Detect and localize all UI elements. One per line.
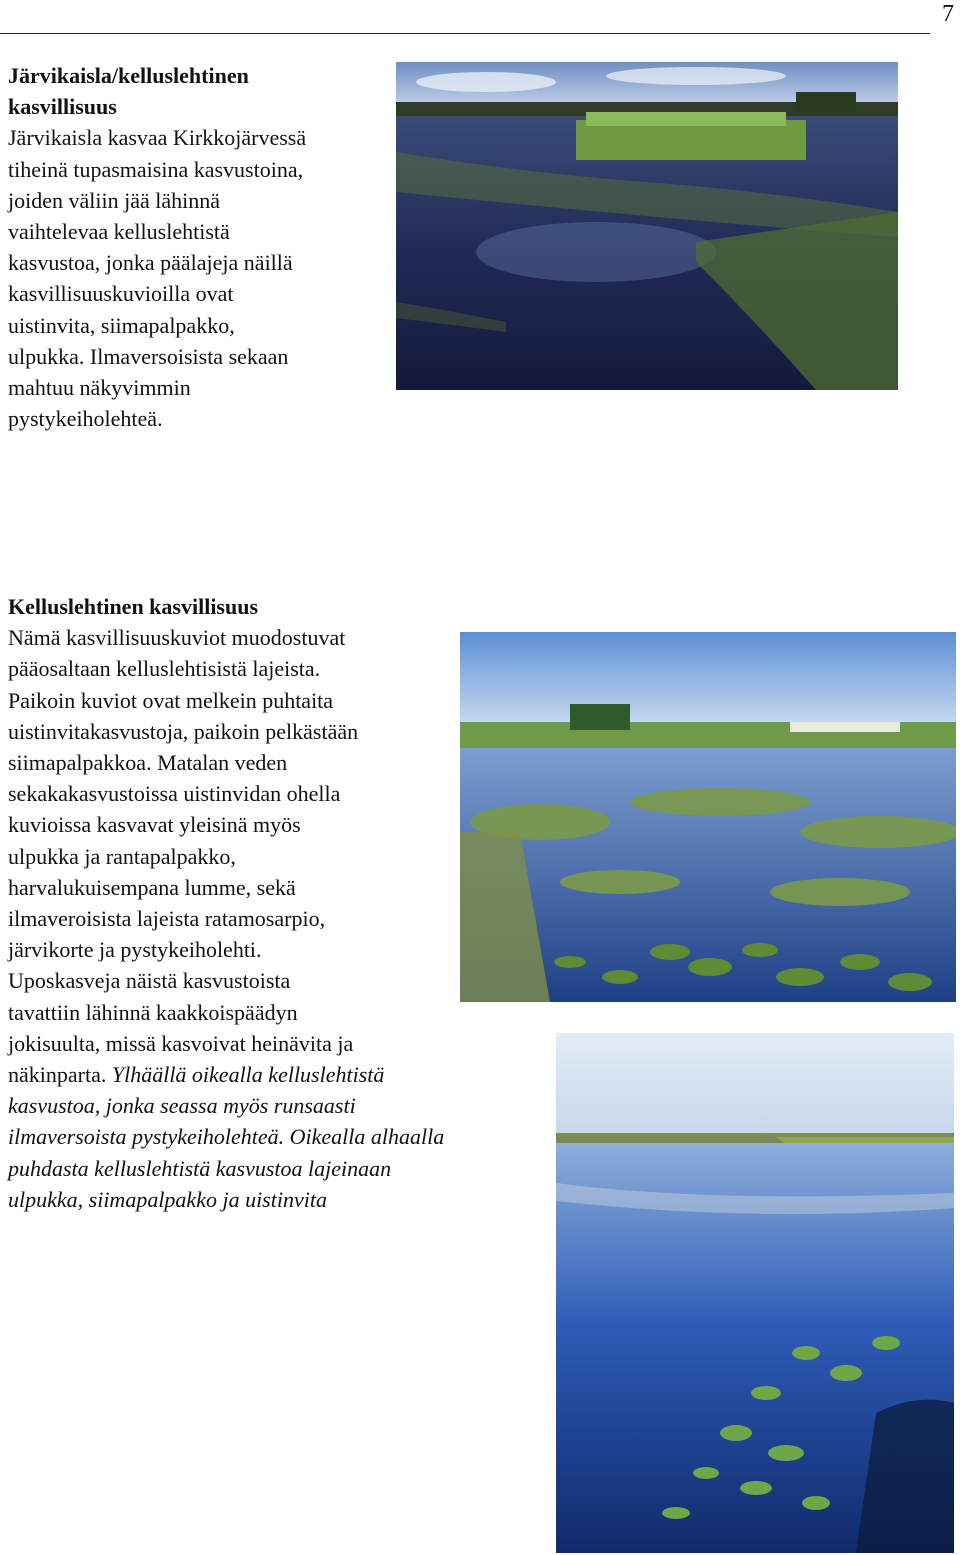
caption-line: kasvustoa, jonka seassa myös runsaasti bbox=[8, 1093, 356, 1119]
body-line: jokisuulta, missä kasvoivat heinävita ja bbox=[8, 1030, 354, 1056]
body-line: harvalukuisempana lumme, sekä bbox=[8, 874, 296, 900]
body-line: joiden väliin jää lähinnä bbox=[8, 187, 220, 213]
body-line: Järvikaisla kasvaa Kirkkojärvessä bbox=[8, 125, 307, 151]
body-line: ulpukka ja rantapalpakko, bbox=[8, 843, 236, 869]
section-heading: Kelluslehtinen kasvillisuus bbox=[8, 594, 259, 619]
caption-text: Ylhäällä oikealla kelluslehtistä bbox=[111, 1062, 385, 1088]
section-heading-line: Järvikaisla/kelluslehtinen bbox=[8, 63, 249, 88]
caption-line: ulpukka, siimapalpakko ja uistinvita bbox=[8, 1186, 327, 1212]
body-line: tavattiin lähinnä kaakkoispäädyn bbox=[8, 999, 298, 1025]
body-line: tiheinä tupasmaisina kasvustoina, bbox=[8, 156, 304, 182]
section-floating-leaf bbox=[8, 591, 444, 1215]
page-number: 7 bbox=[942, 1, 954, 27]
body-line: kuvioissa kasvavat yleisinä myös bbox=[8, 812, 301, 838]
body-line: ulpukka. Ilmaversoisista sekaan bbox=[8, 343, 289, 369]
photo-floating-leaf-pure bbox=[556, 1033, 954, 1553]
body-line: sekakakasvustoissa uistinvidan ohella bbox=[8, 781, 341, 807]
body-line-mixed bbox=[8, 1059, 444, 1090]
caption-line: ilmaversoista pystykeiholehteä. Oikealla alhaalla bbox=[8, 1124, 445, 1150]
header-rule bbox=[0, 33, 930, 34]
body-line: ilmaveroisista lajeista ratamosarpio, bbox=[8, 906, 326, 932]
body-line: kasvillisuuskuvioilla ovat bbox=[8, 281, 234, 307]
body-text: näkinparta. bbox=[8, 1062, 112, 1088]
photo-floating-leaf-mixed-image bbox=[460, 632, 956, 1002]
photo-floating-leaf-pure-image bbox=[556, 1033, 954, 1553]
section-bulrush-floating-leaf bbox=[8, 60, 306, 434]
body-line: vaihtelevaa kelluslehtistä bbox=[8, 219, 230, 245]
photo-bulrush-lake-image bbox=[396, 62, 898, 390]
body-line: järvikorte ja pystykeiholehti. bbox=[8, 937, 262, 963]
caption-line: puhdasta kelluslehtistä kasvustoa lajeinaan bbox=[8, 1155, 392, 1181]
body-line: Nämä kasvillisuuskuviot muodostuvat bbox=[8, 625, 346, 651]
body-line: Uposkasveja näistä kasvustoista bbox=[8, 968, 291, 994]
body-line: siimapalpakkoa. Matalan veden bbox=[8, 750, 288, 776]
body-line: mahtuu näkyvimmin bbox=[8, 375, 191, 401]
body-line: uistinvita, siimapalpakko, bbox=[8, 312, 235, 338]
body-line: pääosaltaan kelluslehtisistä lajeista. bbox=[8, 656, 321, 682]
section-heading-line: kasvillisuus bbox=[8, 94, 117, 120]
body-line: pystykeiholehteä. bbox=[8, 406, 163, 432]
photo-floating-leaf-mixed bbox=[460, 632, 956, 1002]
photo-bulrush-lake bbox=[396, 62, 898, 390]
body-line: kasvustoa, jonka päälajeja näillä bbox=[8, 250, 293, 276]
body-line: uistinvitakasvustoja, paikoin pelkästään bbox=[8, 718, 359, 744]
body-line: Paikoin kuviot ovat melkein puhtaita bbox=[8, 687, 334, 713]
